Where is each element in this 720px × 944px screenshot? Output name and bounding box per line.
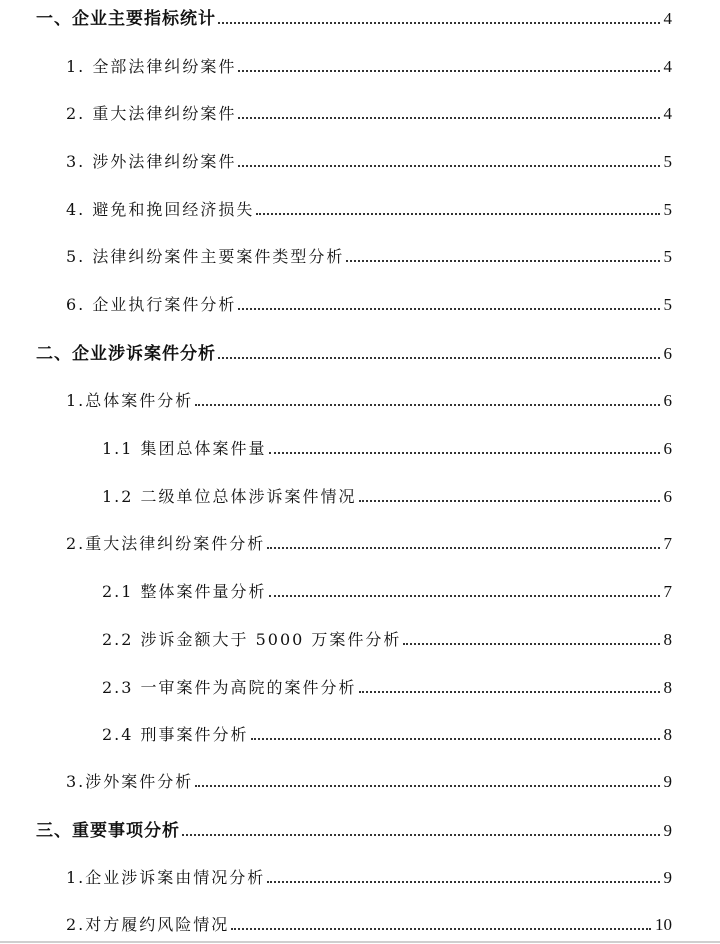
toc-entry-1-3 [66, 145, 672, 173]
toc-entry-page: 5 [663, 200, 672, 219]
toc-entry-2-2-2 [102, 623, 672, 651]
toc-leader [267, 881, 659, 883]
toc-leader [195, 404, 659, 406]
toc-leader [256, 213, 659, 215]
toc-leader [238, 70, 659, 72]
toc-entry-page: 4 [663, 57, 672, 76]
toc-entry-title: 2.对方履约风险情况 [66, 915, 230, 934]
toc-entry-title: 一、企业主要指标统计 [36, 9, 216, 29]
toc-entry-1-4 [66, 193, 672, 221]
toc-entry-page: 6 [663, 439, 672, 458]
toc-entry-title: 2.1 整体案件量分析 [102, 582, 267, 601]
toc-entry-2-1-2 [102, 480, 672, 508]
toc-entry-title: 2.2 涉诉金额大于 5000 万案件分析 [102, 630, 402, 649]
toc-entry-1-1 [66, 50, 672, 78]
toc-entry-page: 5 [663, 247, 672, 266]
toc-entry-3-2 [66, 908, 672, 936]
toc-leader [359, 500, 660, 502]
toc-entry-title: 1.1 集团总体案件量 [102, 439, 267, 458]
toc-leader [195, 785, 659, 787]
toc-entry-page: 9 [663, 821, 672, 840]
toc-leader [231, 928, 651, 930]
toc-entry-3 [36, 814, 672, 842]
toc-entry-page: 6 [663, 391, 672, 410]
toc-entry-page: 5 [663, 152, 672, 171]
toc-entry-title: 3.涉外案件分析 [66, 772, 194, 791]
toc-entry-page: 9 [663, 868, 672, 887]
toc-leader [238, 165, 659, 167]
toc-entry-title: 6. 企业执行案件分析 [66, 295, 237, 314]
toc-entry-3-1 [66, 861, 672, 889]
toc-entry-title: 5. 法律纠纷案件主要案件类型分析 [66, 247, 345, 266]
toc-leader [269, 452, 660, 454]
toc-entry-page: 8 [663, 725, 672, 744]
toc-entry-title: 3. 涉外法律纠纷案件 [66, 152, 237, 171]
toc-entry-1 [36, 2, 672, 30]
toc-entry-page: 7 [663, 534, 672, 553]
toc-entry-2-2-3 [102, 671, 672, 699]
toc-entry-1-6 [66, 288, 672, 316]
toc-leader [182, 834, 660, 836]
toc-entry-page: 6 [663, 487, 672, 506]
toc-leader [267, 547, 659, 549]
toc-entry-page: 8 [663, 630, 672, 649]
toc-entry-title: 三、重要事项分析 [36, 821, 180, 841]
toc-leader [359, 691, 660, 693]
toc-leader [218, 22, 660, 24]
toc-entry-page: 4 [663, 104, 672, 123]
toc-entry-title: 1. 全部法律纠纷案件 [66, 57, 237, 76]
toc-entry-title: 二、企业涉诉案件分析 [36, 344, 216, 364]
toc-entry-2-2 [66, 527, 672, 555]
toc-leader [251, 738, 660, 740]
toc-entry-title: 1.2 二级单位总体涉诉案件情况 [102, 487, 357, 506]
toc-entry-2-1-1 [102, 432, 672, 460]
toc-entry-title: 4. 避免和挽回经济损失 [66, 200, 255, 219]
toc-leader [403, 643, 659, 645]
toc-leader [238, 117, 659, 119]
toc-entry-2-1 [66, 384, 672, 412]
toc-entry-title: 2.4 刑事案件分析 [102, 725, 249, 744]
toc-leader [346, 260, 659, 262]
toc-entry-page: 6 [663, 344, 672, 363]
toc-entry-title: 1.总体案件分析 [66, 391, 194, 410]
toc-entry-1-5 [66, 240, 672, 268]
toc-entry-title: 2. 重大法律纠纷案件 [66, 104, 237, 123]
toc-entry-title: 2.3 一审案件为高院的案件分析 [102, 678, 357, 697]
page-bottom-border [0, 941, 720, 943]
toc-entry-2-3 [66, 765, 672, 793]
toc-leader [238, 308, 659, 310]
toc-leader [269, 595, 660, 597]
toc-entry-page: 7 [663, 582, 672, 601]
toc-entry-1-2 [66, 97, 672, 125]
toc-entry-page: 5 [663, 295, 672, 314]
toc-entry-title: 2.重大法律纠纷案件分析 [66, 534, 266, 553]
toc-leader [218, 357, 660, 359]
toc-entry-2-2-4 [102, 718, 672, 746]
toc-entry-2 [36, 337, 672, 365]
toc-entry-page: 9 [663, 772, 672, 791]
toc-entry-2-2-1 [102, 575, 672, 603]
toc-entry-page: 4 [663, 9, 672, 28]
toc-entry-page: 8 [663, 678, 672, 697]
toc-entry-title: 1.企业涉诉案由情况分析 [66, 868, 266, 887]
toc-entry-page: 10 [655, 915, 672, 934]
